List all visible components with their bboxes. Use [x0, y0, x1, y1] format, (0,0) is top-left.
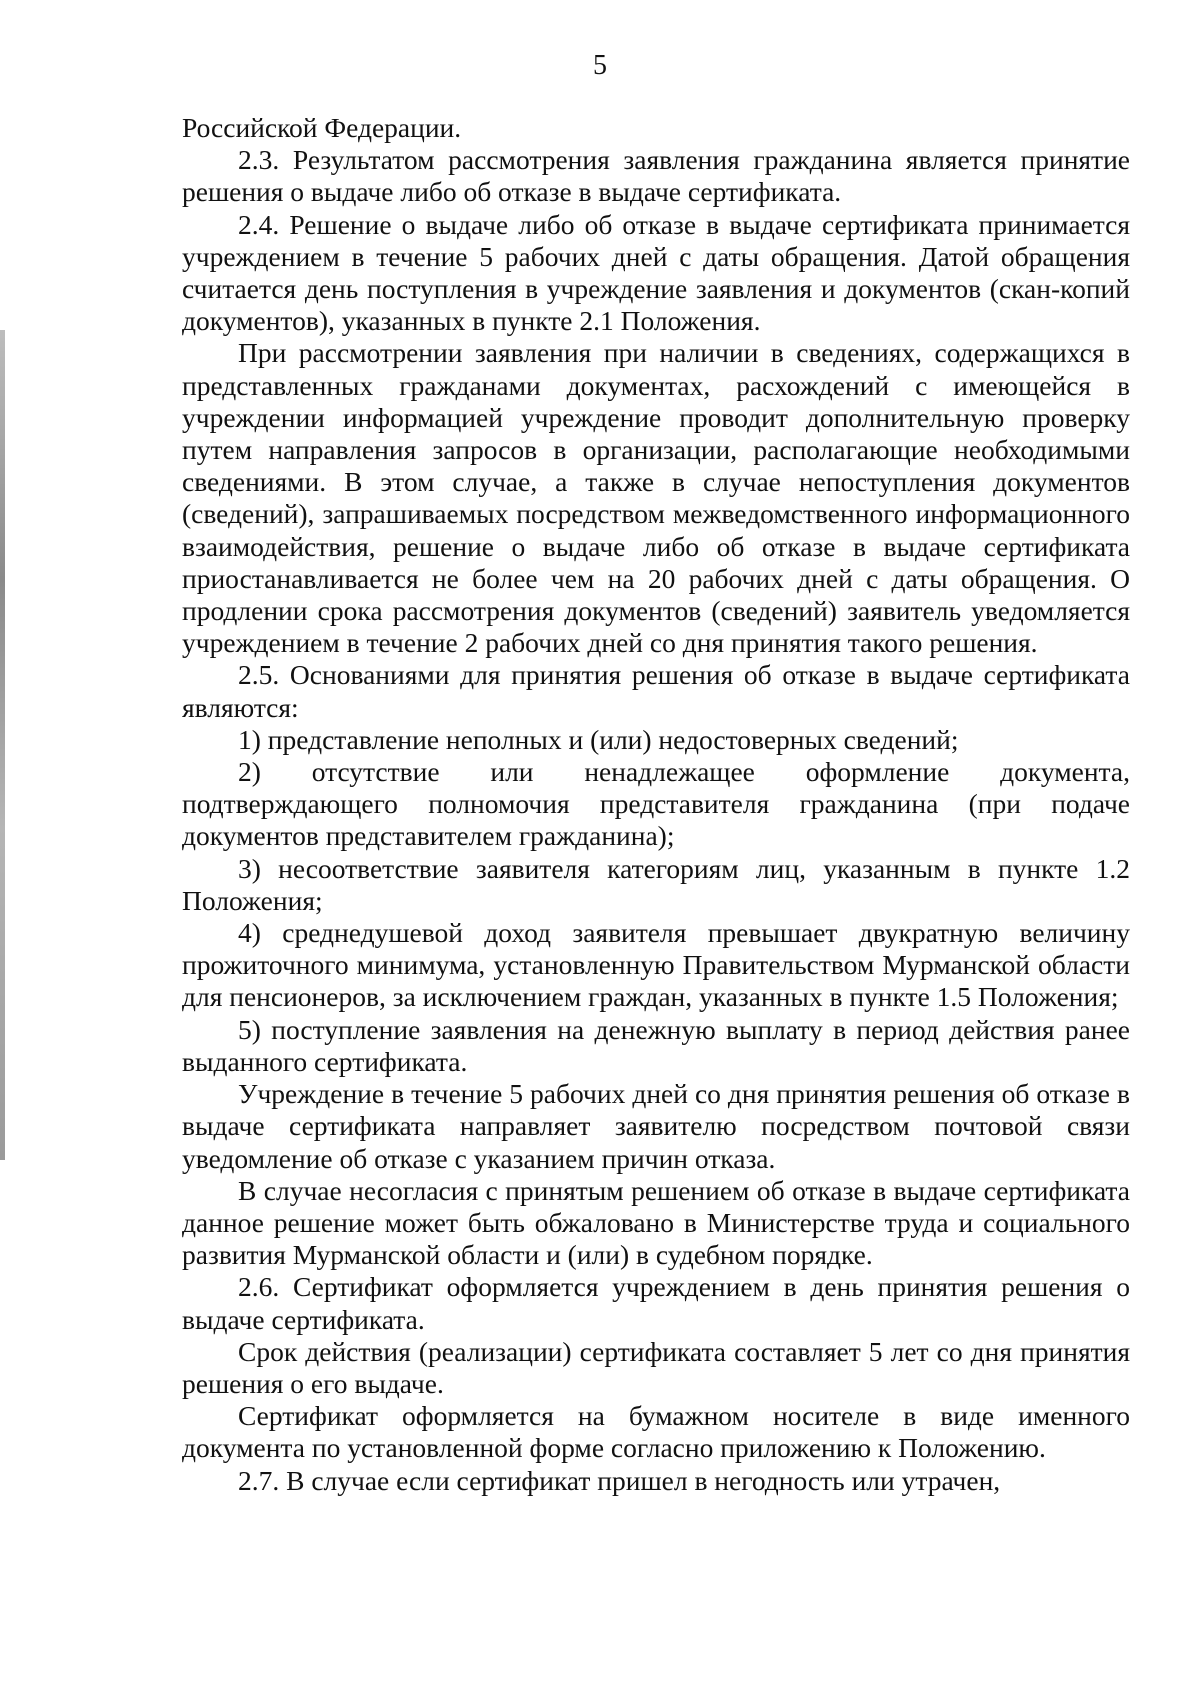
scan-edge-mark	[0, 330, 5, 1160]
paragraph-2-7: 2.7. В случае если сертификат пришел в негодность или утрачен,	[238, 1464, 1001, 1496]
paragraph-paper-form: Сертификат оформляется на бумажном носителе в виде именного документа по установленной форме согласно приложению к Положению.	[182, 1400, 1130, 1464]
document-body	[182, 112, 1130, 1497]
paragraph-review-procedure: При рассмотрении заявления при наличии в сведениях, содержащихся в представленных гражданами документах, расхождений с имеющейся в учреждении информацией учреждение проводит дополнительную проверку путем направления запросов в организации, располагающие необходимыми сведениями. В этом случае, а также в случае непоступления документов (сведений), запрашиваемых посредством межведомственного информационного взаимодействия, решение о выдаче либо об отказе в выдаче сертификата приостанавливается не более чем на 20 рабочих дней с даты обращения. О продлении срока рассмотрения документов (сведений) заявитель уведомляется учреждением в течение 2 рабочих дней со дня принятия такого решения.	[182, 337, 1130, 659]
page-number: 5	[593, 50, 607, 81]
paragraph-2-4: 2.4. Решение о выдаче либо об отказе в выдаче сертификата принимается учреждением в течение 5 рабочих дней с даты обращения. Датой обращения считается день поступления в учреждение заявления и документов (скан-копий документов), указанных в пункте 2.1 Положения.	[182, 208, 1130, 337]
paragraph-validity-period: Срок действия (реализации) сертификата составляет 5 лет со дня принятия решения о его выдаче.	[182, 1335, 1130, 1399]
list-item-4: 4) среднедушевой доход заявителя превышает двукратную величину прожиточного минимума, установленную Правительством Мурманской области для пенсионеров, за исключением граждан, указанных в пункте 1.5 Положения;	[182, 917, 1130, 1013]
list-item-2: 2) отсутствие или ненадлежащее оформление документа, подтверждающего полномочия представителя гражданина (при подаче документов представителем гражданина);	[182, 756, 1130, 852]
paragraph-continuation: Российской Федерации.	[182, 112, 462, 143]
paragraph-refusal-notice: Учреждение в течение 5 рабочих дней со дня принятия решения об отказе в выдаче сертификата направляет заявителю посредством почтовой связи уведомление об отказе с указанием причин отказа.	[182, 1078, 1130, 1174]
paragraph-2-6: 2.6. Сертификат оформляется учреждением в день принятия решения о выдаче сертификата.	[182, 1271, 1130, 1335]
list-item-3: 3) несоответствие заявителя категориям лиц, указанным в пункте 1.2 Положения;	[182, 852, 1130, 916]
list-item-5: 5) поступление заявления на денежную выплату в период действия ранее выданного сертификата.	[182, 1013, 1130, 1077]
paragraph-appeal: В случае несогласия с принятым решением об отказе в выдаче сертификата данное решение может быть обжаловано в Министерстве труда и социального развития Мурманской области и (или) в судебном порядке.	[182, 1174, 1130, 1271]
paragraph-2-5: 2.5. Основаниями для принятия решения об отказе в выдаче сертификата являются:	[182, 659, 1130, 723]
paragraph-2-3: 2.3. Результатом рассмотрения заявления гражданина является принятие решения о выдаче либо об отказе в выдаче сертификата.	[182, 144, 1130, 208]
list-item-1: 1) представление неполных и (или) недостоверных сведений;	[238, 723, 959, 755]
